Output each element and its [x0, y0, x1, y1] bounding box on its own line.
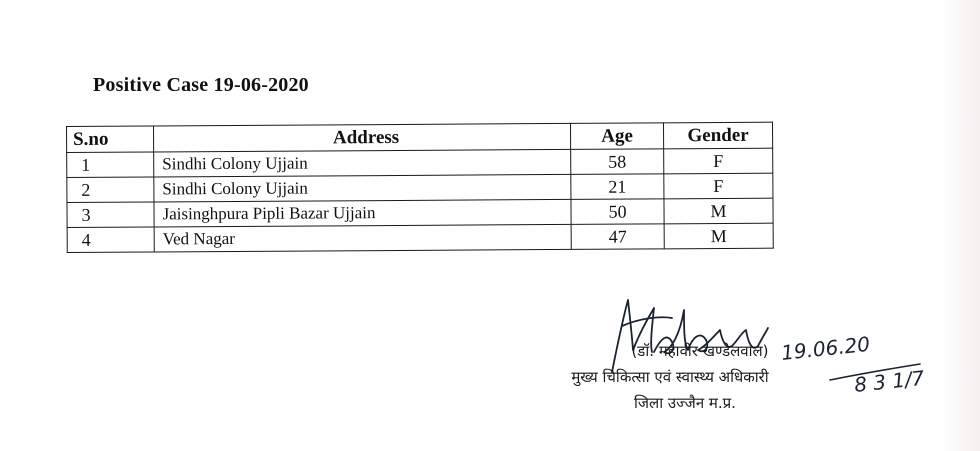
handwritten-ref: 8 3 1/7	[853, 365, 926, 397]
header-age: Age	[570, 123, 663, 150]
signatory-block	[520, 338, 820, 416]
cell-age: 21	[571, 174, 664, 200]
cell-gender: M	[664, 223, 773, 249]
signatory-designation: मुख्य चिकित्सा एवं स्वास्थ्य अधिकारी	[571, 368, 769, 386]
cell-age: 47	[571, 224, 664, 250]
cell-address: Jaisinghpura Pipli Bazar Ujjain	[154, 199, 571, 227]
cell-age: 58	[571, 149, 664, 175]
page-title: Positive Case 19-06-2020	[93, 74, 309, 96]
header-address: Address	[154, 123, 571, 152]
cell-gender: F	[664, 148, 773, 174]
handwritten-date: 19.06.20	[780, 331, 872, 365]
cell-address: Sindhi Colony Ujjain	[154, 174, 571, 202]
cell-sno: 4	[67, 227, 154, 253]
cell-address: Ved Nagar	[154, 224, 571, 252]
header-sno: S.no	[67, 126, 154, 153]
cell-sno: 1	[67, 152, 154, 178]
cell-sno: 3	[67, 202, 154, 228]
cell-address: Sindhi Colony Ujjain	[154, 149, 571, 177]
signatory-name: (डॉ. महावीर खण्डेलवाल)	[631, 342, 769, 360]
cell-age: 50	[571, 199, 664, 225]
header-gender: Gender	[663, 122, 772, 149]
cell-gender: F	[664, 173, 773, 199]
cell-gender: M	[664, 198, 773, 224]
signatory-office: जिला उज्जैन म.प्र.	[634, 394, 736, 412]
cell-sno: 2	[67, 177, 154, 203]
